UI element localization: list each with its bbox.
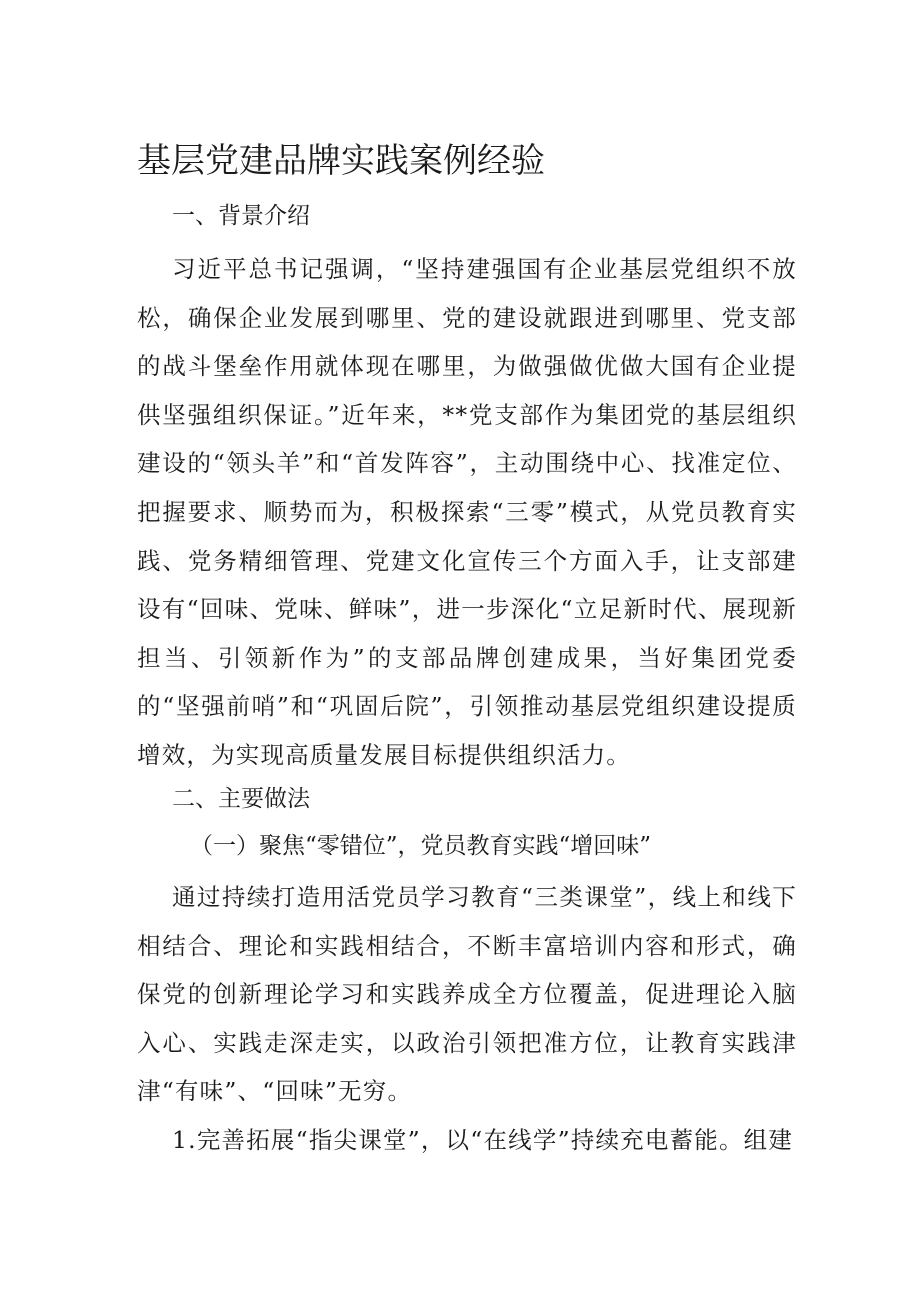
- section-heading-background: 一、背景介绍: [172, 203, 310, 229]
- section-heading-main-practices: 二、主要做法: [172, 786, 310, 812]
- list-item-1: 1.完善拓展“指尖课堂”，以“在线学”持续充电蓄能。组建: [172, 1126, 794, 1154]
- subsection-heading-education: （一）聚焦“零错位”，党员教育实践“增回味”: [190, 833, 652, 859]
- document-title: 基层党建品牌实践案例经验: [137, 141, 545, 181]
- background-paragraph: 习近平总书记强调，“坚持建强国有企业基层党组织不放松，确保企业发展到哪里、党的建设就跟进到哪里、党支部的战斗堡垒作用就体现在哪里，为做强做优做大国有企业提供坚强组织保证。”近年来，**党支部作为集团党的基层组织建设的“领头羊”和“首发阵容”，主动围绕中心、找准定位、把握要求、顺势而为，积极探索“三零”模式，从党员教育实践、党务精细管理、党建文化宣传三个方面入手，让支部建设有“回味、党味、鲜味”，进一步深化“立足新时代、展现新担当、引领新作为”的支部品牌创建成果，当好集团党委的“坚强前哨”和“巩固后院”，引领推动基层党组织建设提质增效，为实现高质量发展目标提供组织活力。: [137, 255, 797, 769]
- education-paragraph: 通过持续打造用活党员学习教育“三类课堂”，线上和线下相结合、理论和实践相结合，不断丰富培训内容和形式，确保党的创新理论学习和实践养成全方位覆盖，促进理论入脑入心、实践走深走实，以政治引领把准方位，让教育实践津津“有味”、“回味”无穷。: [137, 883, 797, 1106]
